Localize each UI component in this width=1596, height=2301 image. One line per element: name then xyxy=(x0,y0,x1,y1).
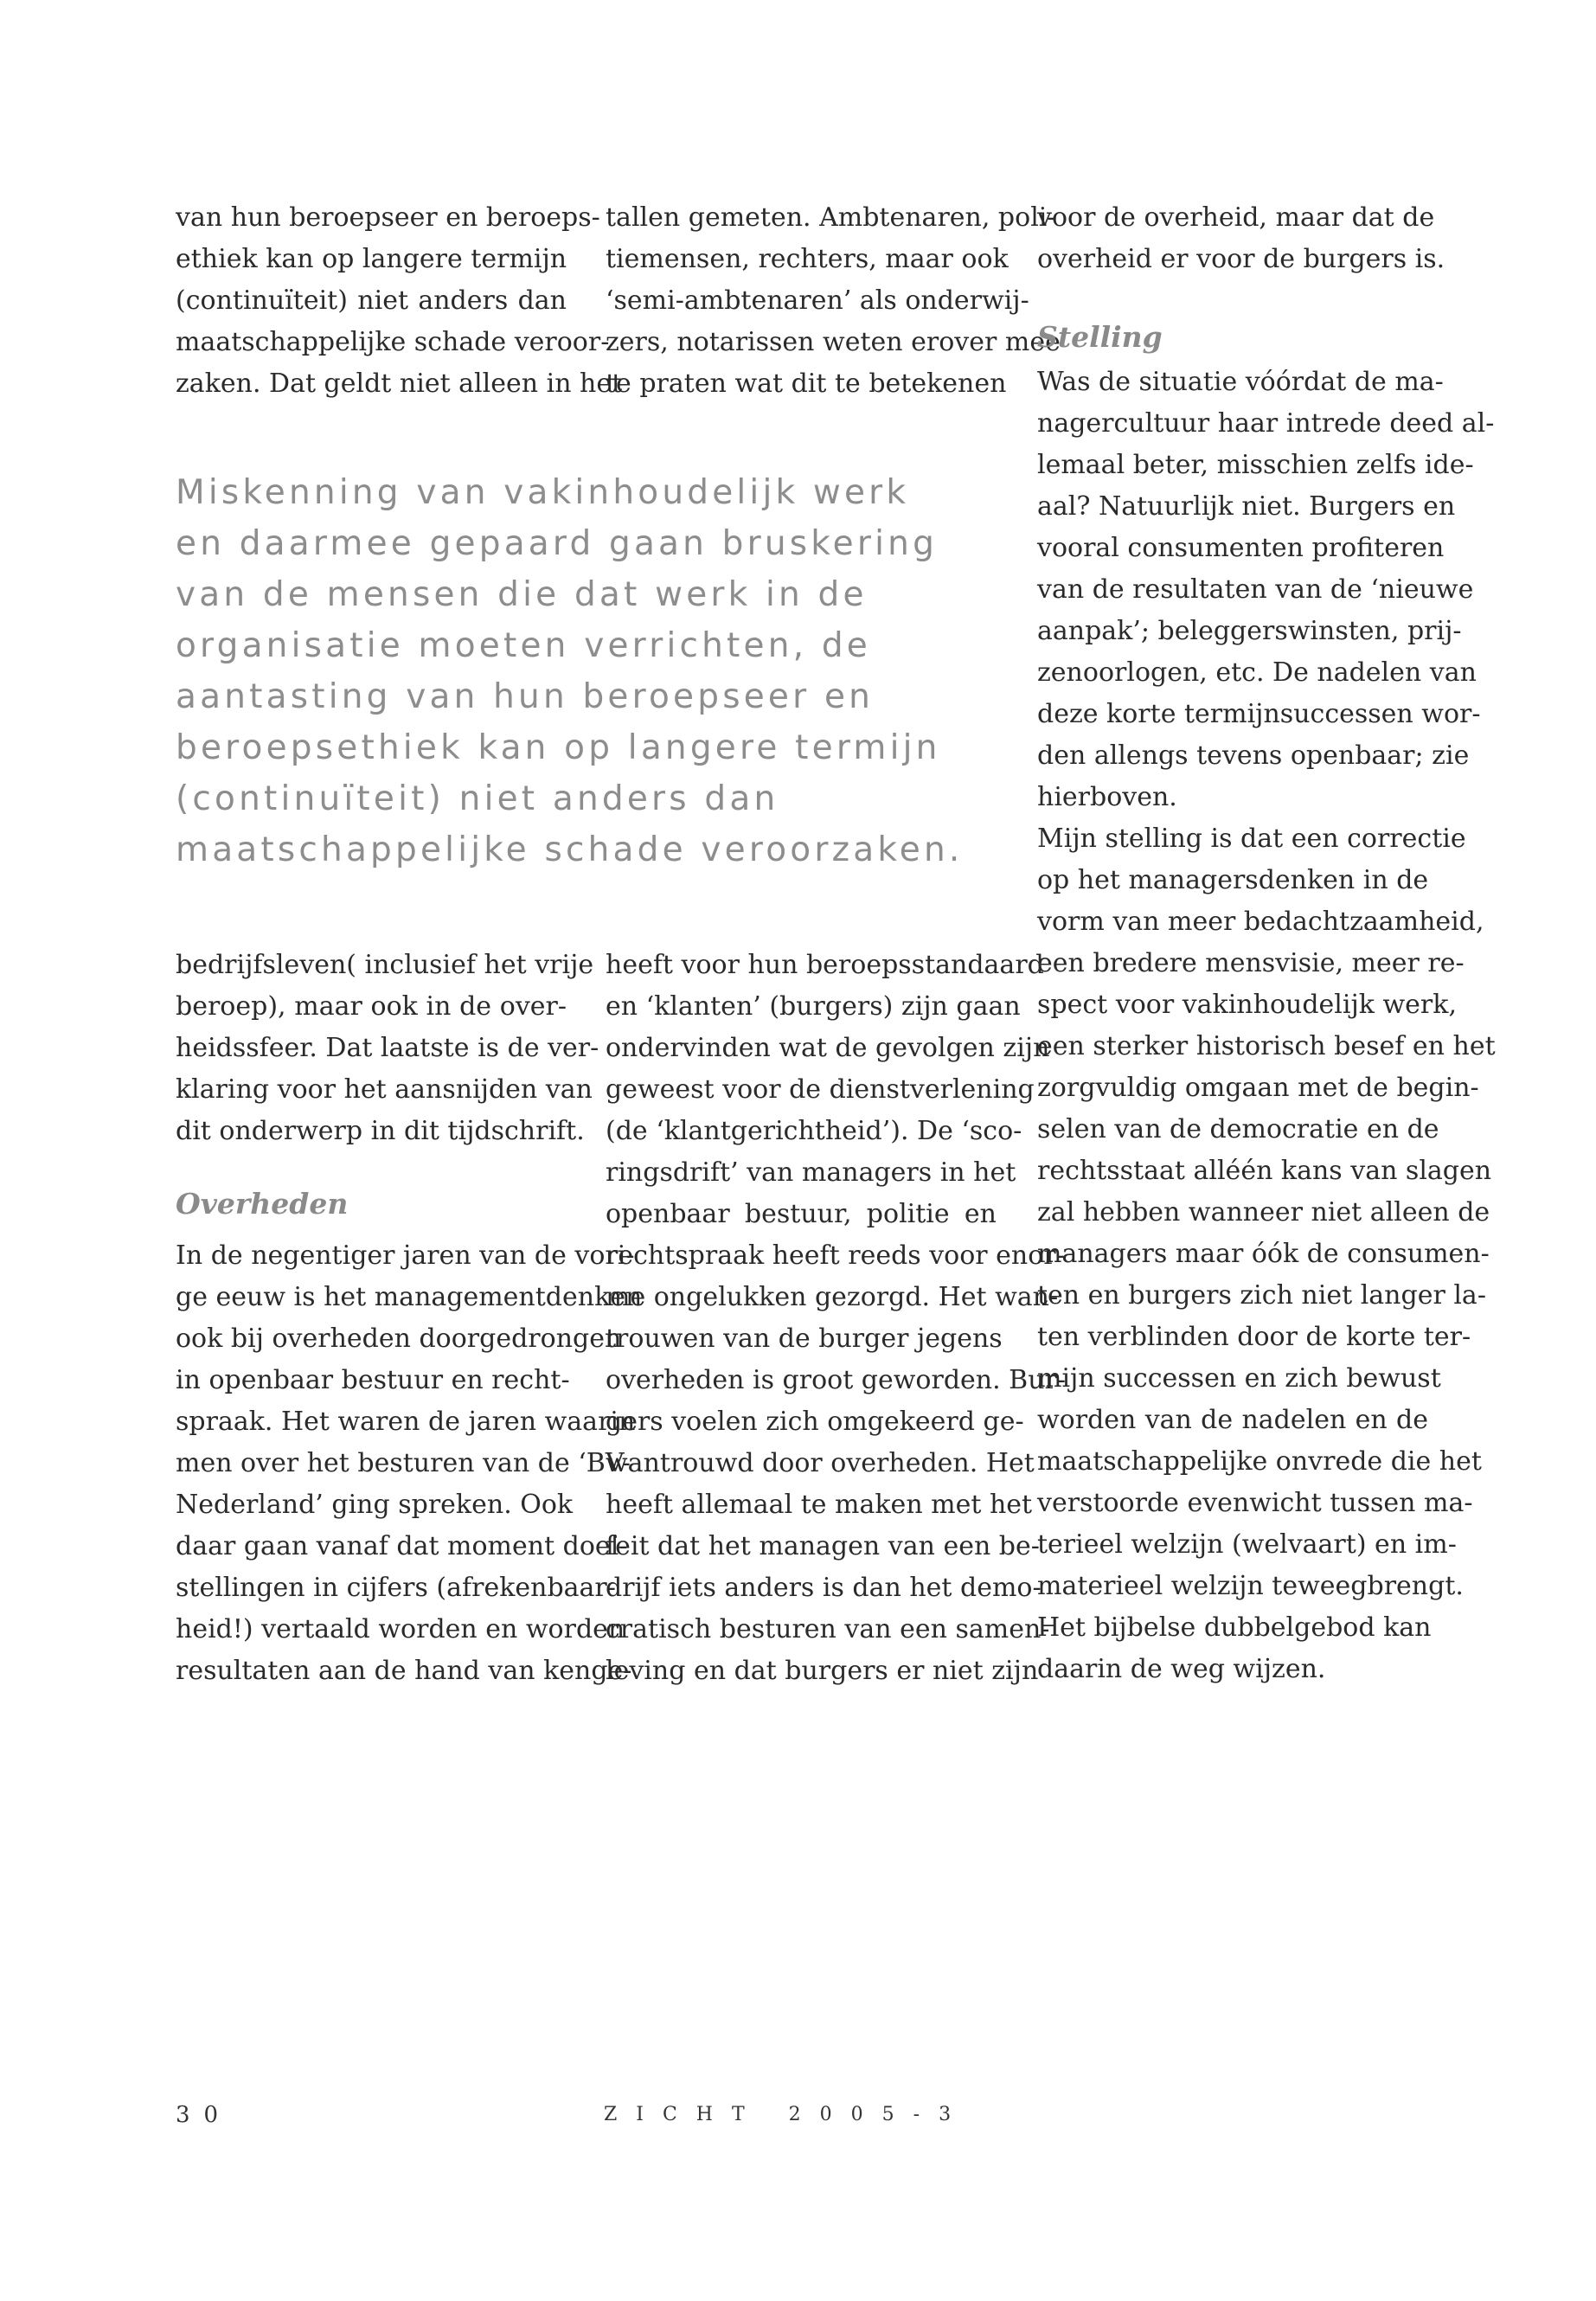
text-line: maatschappelijke onvrede die het xyxy=(1037,1446,1482,1477)
text-line: beroepsethiek kan op langere termijn xyxy=(176,728,941,767)
text-line: overheden is groot geworden. Bur- xyxy=(606,1365,1067,1395)
text-line: drijf iets anders is dan het demo- xyxy=(606,1573,1042,1603)
page-number: 30 xyxy=(176,2102,233,2128)
text-line: ten en burgers zich niet langer la- xyxy=(1037,1280,1486,1311)
text-line: me ongelukken gezorgd. Het wan- xyxy=(606,1282,1059,1312)
text-line: cratisch besturen van een samen- xyxy=(606,1614,1050,1644)
text-line: ondervinden wat de gevolgen zijn xyxy=(606,1033,1050,1063)
text-line: spraak. Het waren de jaren waarin xyxy=(176,1407,636,1437)
text-line: materieel welzijn teweegbrengt. xyxy=(1037,1571,1464,1601)
text-line: aanpak’; beleggerswinsten, prij- xyxy=(1037,616,1462,646)
text-line: daarin de weg wijzen. xyxy=(1037,1654,1326,1684)
text-line: van de mensen die dat werk in de xyxy=(176,575,868,614)
text-line: feit dat het managen van een be- xyxy=(606,1531,1040,1561)
text-line: te praten wat dit te betekenen xyxy=(606,369,1007,399)
text-line: klaring voor het aansnijden van xyxy=(176,1074,593,1105)
text-line: trouwen van de burger jegens xyxy=(606,1324,1003,1354)
text-line: Was de situatie vóórdat de ma- xyxy=(1037,367,1444,397)
text-line: selen van de democratie en de xyxy=(1037,1114,1439,1144)
pull-quote xyxy=(176,467,964,875)
text-line: (continuïteit) niet anders dan xyxy=(176,285,567,316)
text-line: managers maar óók de consumen- xyxy=(1037,1239,1490,1269)
text-line: (continuïteit) niet anders dan xyxy=(176,779,779,818)
text-line: vooral consumenten profiteren xyxy=(1037,533,1445,563)
text-line: zal hebben wanneer niet alleen de xyxy=(1037,1197,1490,1227)
text-line: van de resultaten van de ‘nieuwe xyxy=(1037,574,1474,605)
text-line: openbaar bestuur, politie en xyxy=(606,1199,997,1229)
text-line: tiemensen, rechters, maar ook xyxy=(606,244,1009,274)
text-line: ge eeuw is het managementdenken xyxy=(176,1282,643,1312)
col3-stelling-paragraph-1 xyxy=(1037,362,1495,818)
col3-top-paragraph xyxy=(1037,197,1445,280)
text-line: rechtspraak heeft reeds voor enor- xyxy=(606,1240,1065,1271)
text-line: zers, notarissen weten erover mee xyxy=(606,327,1061,357)
text-line: resultaten aan de hand van kenge- xyxy=(176,1656,632,1686)
text-line: van hun beroepseer en beroeps- xyxy=(176,202,600,233)
text-line: heidssfeer. Dat laatste is de ver- xyxy=(176,1033,599,1063)
text-line: organisatie moeten verrichten, de xyxy=(176,626,871,665)
text-line: mijn successen en zich bewust xyxy=(1037,1363,1441,1394)
text-line: lemaal beter, misschien zelfs ide- xyxy=(1037,450,1474,480)
text-line: heeft voor hun beroepsstandaard xyxy=(606,950,1044,980)
text-line: nagercultuur haar intrede deed al- xyxy=(1037,408,1495,439)
text-line: maatschappelijke schade veroor- xyxy=(176,327,610,357)
magazine-issue-label: ZICHT 2005-3 xyxy=(604,2104,971,2125)
text-line: spect voor vakinhoudelijk werk, xyxy=(1037,990,1457,1020)
text-line: zorgvuldig omgaan met de begin- xyxy=(1037,1073,1479,1103)
text-line: Het bijbelse dubbelgebod kan xyxy=(1037,1612,1432,1643)
col2-bottom-paragraph xyxy=(606,945,1067,1692)
text-line: en daarmee gepaard gaan bruskering xyxy=(176,524,939,563)
text-line: zenoorlogen, etc. De nadelen van xyxy=(1037,657,1477,688)
text-line: deze korte termijnsuccessen wor- xyxy=(1037,699,1481,729)
section-heading-stelling: Stelling xyxy=(1037,320,1163,354)
text-line: worden van de nadelen en de xyxy=(1037,1405,1428,1435)
text-line: zaken. Dat geldt niet alleen in het xyxy=(176,369,623,399)
text-line: heeft allemaal te maken met het xyxy=(606,1490,1033,1520)
col3-stelling-paragraph-2 xyxy=(1037,818,1496,1690)
text-line: in openbaar bestuur en recht- xyxy=(176,1365,570,1395)
text-line: daar gaan vanaf dat moment doel- xyxy=(176,1531,628,1561)
col2-top-paragraph xyxy=(606,197,1061,405)
text-line: hierboven. xyxy=(1037,782,1177,812)
text-line: een sterker historisch besef en het xyxy=(1037,1031,1496,1061)
text-line: leving en dat burgers er niet zijn xyxy=(606,1656,1039,1686)
text-line: ringsdrift’ van managers in het xyxy=(606,1157,1016,1188)
text-line: heid!) vertaald worden en worden xyxy=(176,1614,625,1644)
text-line: op het managersdenken in de xyxy=(1037,865,1429,895)
text-line: den allengs tevens openbaar; zie xyxy=(1037,740,1470,771)
text-line: aal? Natuurlijk niet. Burgers en xyxy=(1037,491,1456,522)
text-line: ook bij overheden doorgedrongen xyxy=(176,1324,622,1354)
col1-top-paragraph xyxy=(176,197,623,405)
text-line: ten verblinden door de korte ter- xyxy=(1037,1322,1471,1352)
text-line: rechtsstaat alléén kans van slagen xyxy=(1037,1156,1492,1186)
text-line: vorm van meer bedachtzaamheid, xyxy=(1037,907,1484,937)
text-line: overheid er voor de burgers is. xyxy=(1037,244,1445,274)
text-line: bedrijfsleven( inclusief het vrije xyxy=(176,950,594,980)
text-line: Mijn stelling is dat een correctie xyxy=(1037,824,1466,854)
text-line: terieel welzijn (welvaart) en im- xyxy=(1037,1529,1457,1560)
text-line: verstoorde evenwicht tussen ma- xyxy=(1037,1488,1473,1518)
text-line: geweest voor de dienstverlening xyxy=(606,1074,1035,1105)
text-line: (de ‘klantgerichtheid’). De ‘sco- xyxy=(606,1116,1022,1146)
text-line: men over het besturen van de ‘BV- xyxy=(176,1448,631,1478)
text-line: beroep), maar ook in de over- xyxy=(176,991,567,1022)
text-line: ethiek kan op langere termijn xyxy=(176,244,567,274)
col1-bottom-paragraph xyxy=(176,945,599,1152)
text-line: In de negentiger jaren van de vori- xyxy=(176,1240,635,1271)
text-line: gers voelen zich omgekeerd ge- xyxy=(606,1407,1024,1437)
col1-overheden-paragraph xyxy=(176,1235,643,1692)
text-line: maatschappelijke schade veroorzaken. xyxy=(176,830,964,869)
text-line: stellingen in cijfers (afrekenbaar- xyxy=(176,1573,616,1603)
text-line: aantasting van hun beroepseer en xyxy=(176,677,875,716)
text-line: Miskenning van vakinhoudelijk werk xyxy=(176,473,910,512)
text-line: dit onderwerp in dit tijdschrift. xyxy=(176,1116,585,1146)
section-heading-overheden: Overheden xyxy=(176,1187,349,1221)
text-line: en ‘klanten’ (burgers) zijn gaan xyxy=(606,991,1021,1022)
text-line: tallen gemeten. Ambtenaren, poli- xyxy=(606,202,1056,233)
text-line: wantrouwd door overheden. Het xyxy=(606,1448,1035,1478)
text-line: Nederland’ ging spreken. Ook xyxy=(176,1490,574,1520)
text-line: ‘semi-ambtenaren’ als onderwij- xyxy=(606,285,1029,316)
text-line: een bredere mensvisie, meer re- xyxy=(1037,948,1465,978)
text-line: voor de overheid, maar dat de xyxy=(1037,202,1435,233)
